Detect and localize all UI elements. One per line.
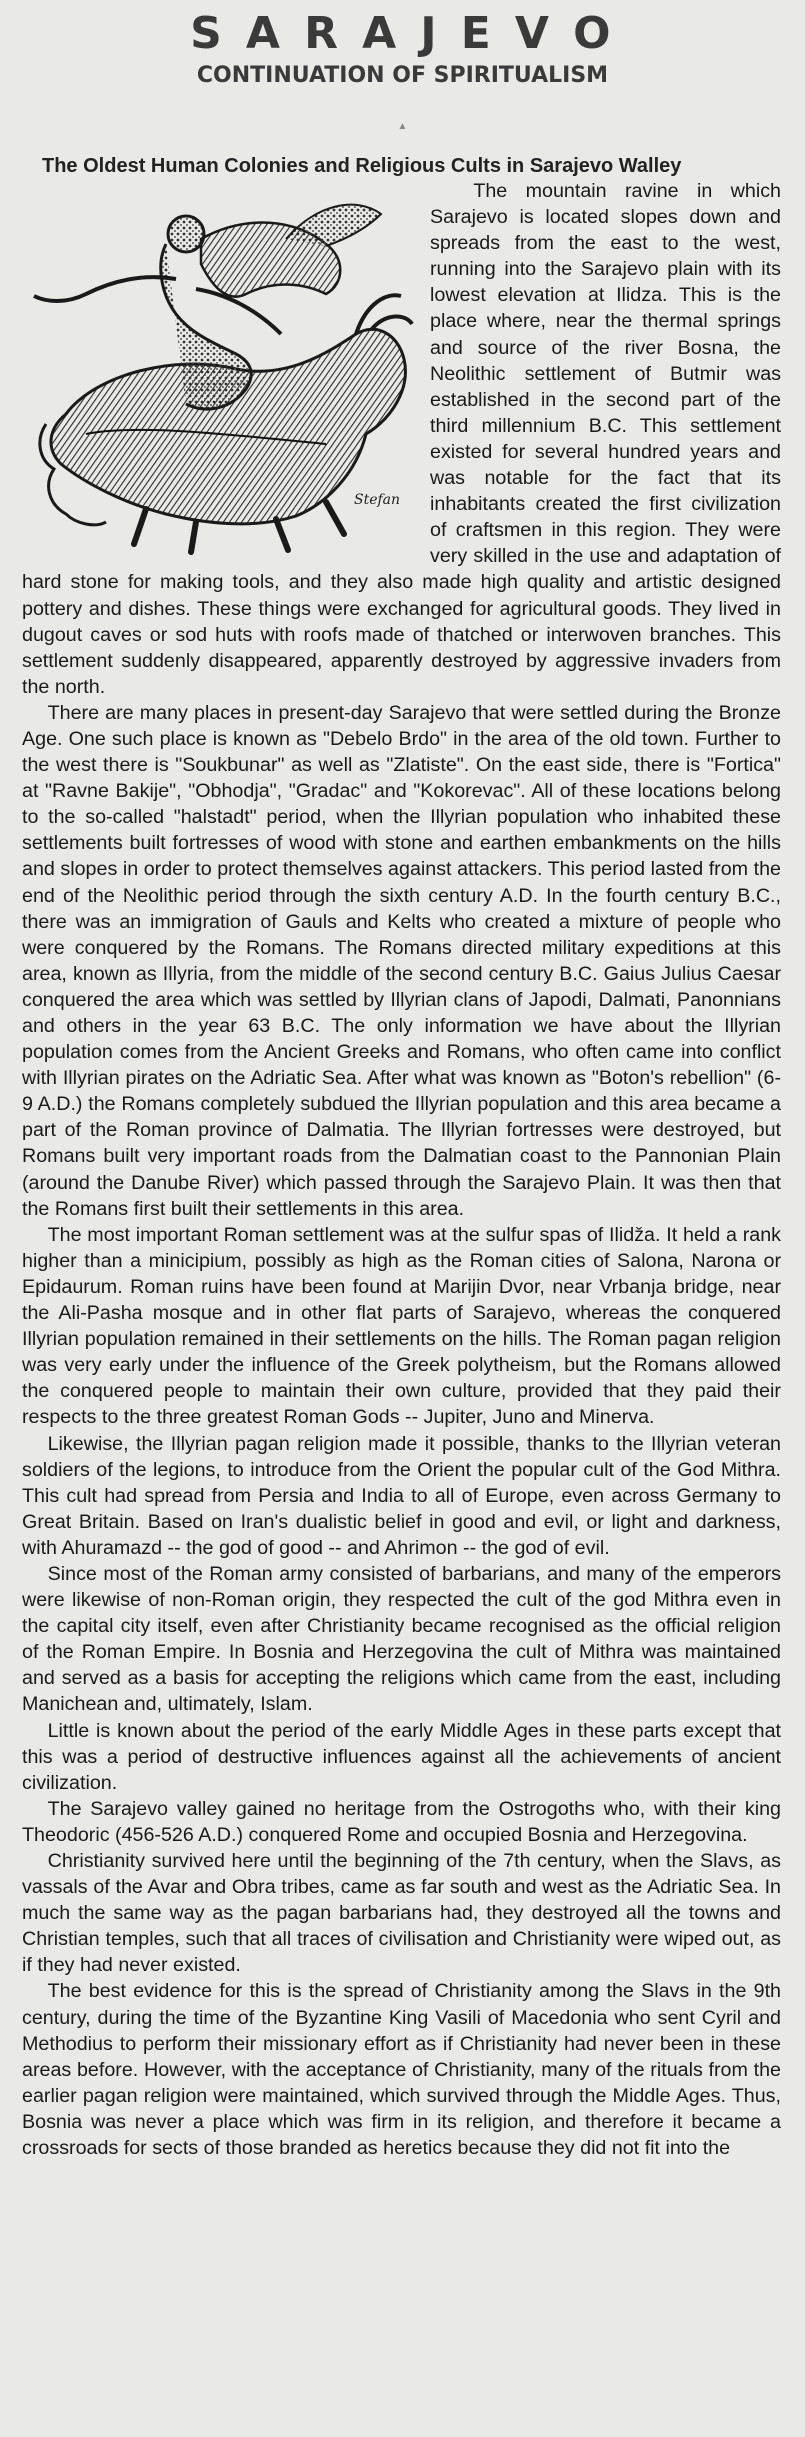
- paragraph-4: Likewise, the Illyrian pagan religion made it possible, thanks to the Illyrian veteran soldiers of the legions, to introduce from the Orient the popular cult of the God Mithra. This cult had spread from Persia and India to all of Europe, even across Germany to Great Britain. Based on Iran's dualistic belief in good and evil, or light and darkness, with Ahuramazd -- the god of good -- and Ahrimon -- the god of evil.: [22, 1432, 781, 1559]
- paragraph-1: The mountain ravine in which Sarajevo is located slopes down and spreads from the east to the west, running into the Sarajevo plain with its lowest elevation at Ilidza. This is the place where, near the thermal springs and source of the river Bosna, the Neolithic settlement of Butmir was established in the second part of the third millennium B.C. This settlement existed for several hundred years and was notable for the fact that its inhabitants created the first civilization of craftsmen in this region. They were very skilled in the use and adaptation of hard stone for making tools, and they also made high quality and artistic designed pottery and dishes. These things were exchanged for agricultural goods. They lived in dugout caves or sod huts with roofs made of thatched or interwoven branches. This settlement suddenly disappeared, apparently destroyed by aggressive invaders from the north.: [22, 180, 781, 698]
- paragraph-5: Since most of the Roman army consisted of barbarians, and many of the emperors were likewise of non-Roman origin, they respected the cult of the god Mithra even in the capital city itself, even after Christianity became recognised as the official religion of the Roman Empire. In Bosnia and Herzegovina the cult of Mithra was maintained and served as a basis for accepting the religions which came from the east, including Manichean and, ultimately, Islam.: [22, 1562, 781, 1716]
- paragraph-2: There are many places in present-day Sarajevo that were settled during the Bronze Age. One such place is known as "Debelo Brdo" in the area of the old town. Further to the west there is "Soukbunar" as well as "Zlatiste". On the east side, there is "Fortica" at "Ravne Bakije", "Obhodja", "Gradac" and "Kokorevac". All of these locations belong to the so-called "halstadt" period, when the Illyrian population who inhabited these settlements built fortresses of wood with stone and earthen embankments on the hills and slopes in order to protect themselves against attackers. This period lasted from the end of the Neolithic period through the sixth century A.D. In the fourth century B.C., there was an immigration of Gauls and Kelts who created a mixture of people who were conquered by the Romans. The Romans directed military expeditions at this area, known as Illyria, from the middle of the second century B.C. Gaius Julius Caesar conquered the area which was settled by Illyrian clans of Japodi, Dalmati, Panonnians and others in the year 63 B.C. The only information we have about the Illyrian population comes from the Ancient Greeks and Romans, who often came into conflict with Illyrian pirates on the Adriatic Sea. After what was known as "Boton's rebellion" (6-9 A.D.) the Romans completely subdued the Illyrian population and this area became a part of the Roman province of Dalmatia. The Illyrian fortresses were destroyed, but Romans built very important roads from the Dalmatian coast to the Pannonian Plain (around the Danube River) which passed through the Sarajevo Plain. It was then that the Romans first built their settlements in this area.: [22, 701, 781, 1220]
- masthead-title: S A R A J E V O: [190, 8, 615, 59]
- paragraph-3: The most important Roman settlement was at the sulfur spas of Ilidža. It held a rank higher than a minicipium, possibly as high as the Roman cities of Salona, Narona or Epidaurum. Roman ruins have been found at Marijin Dvor, near Vrbanja bridge, near the Ali-Pasha mosque and in other flat parts of Sarajevo, whereas the conquered Illyrian population remained in their settlements on the hills. The Roman pagan religion was very early under the influence of the Greek polytheism, but the Romans allowed the conquered people to maintain their own culture, provided that they paid their respects to the three greatest Roman Gods -- Jupiter, Juno and Minerva.: [22, 1223, 781, 1429]
- ornament-mark: ▲: [397, 121, 408, 132]
- paragraph-8: Christianity survived here until the beginning of the 7th century, when the Slavs, as vassals of the Avar and Obra tribes, came as far south and west as the Adriatic Sea. In much the same way as the pagan barbarians had, they destroyed all the towns and Christian temples, such that all traces of civilisation and Christianity were wiped out, as if they had never existed.: [22, 1850, 781, 1977]
- article-heading: The Oldest Human Colonies and Religious Cults in Sarajevo Walley: [42, 155, 682, 177]
- artist-signature: Stefan: [354, 492, 401, 508]
- paragraph-6: Little is known about the period of the early Middle Ages in these parts except that this was a period of destructive influences against all the achievements of ancient civilization.: [22, 1719, 781, 1794]
- paragraph-7: The Sarajevo valley gained no heritage from the Ostrogoths who, with their king Theodoric (456-526 A.D.) conquered Rome and occupied Bosnia and Herzegovina.: [22, 1797, 781, 1846]
- masthead-subtitle: CONTINUATION OF SPIRITUALISM: [196, 63, 609, 88]
- mithra-relief-illustration: [26, 184, 416, 556]
- paragraph-9: The best evidence for this is the spread of Christianity among the Slavs in the 9th century, during the time of the Byzantine King Vasili of Macedonia who sent Cyril and Methodius to perform their missionary effort as if Christianity had never been in these areas before. However, with the acceptance of Christianity, many of the rituals from the earlier pagan religion were maintained, which survived through the Middle Ages. Thus, Bosnia was never a place which was firm in its religion, and therefore it became a crossroads for sects of those branded as heretics because they did not fit into the: [22, 1980, 781, 2160]
- mithra-relief-drawing: [26, 184, 416, 556]
